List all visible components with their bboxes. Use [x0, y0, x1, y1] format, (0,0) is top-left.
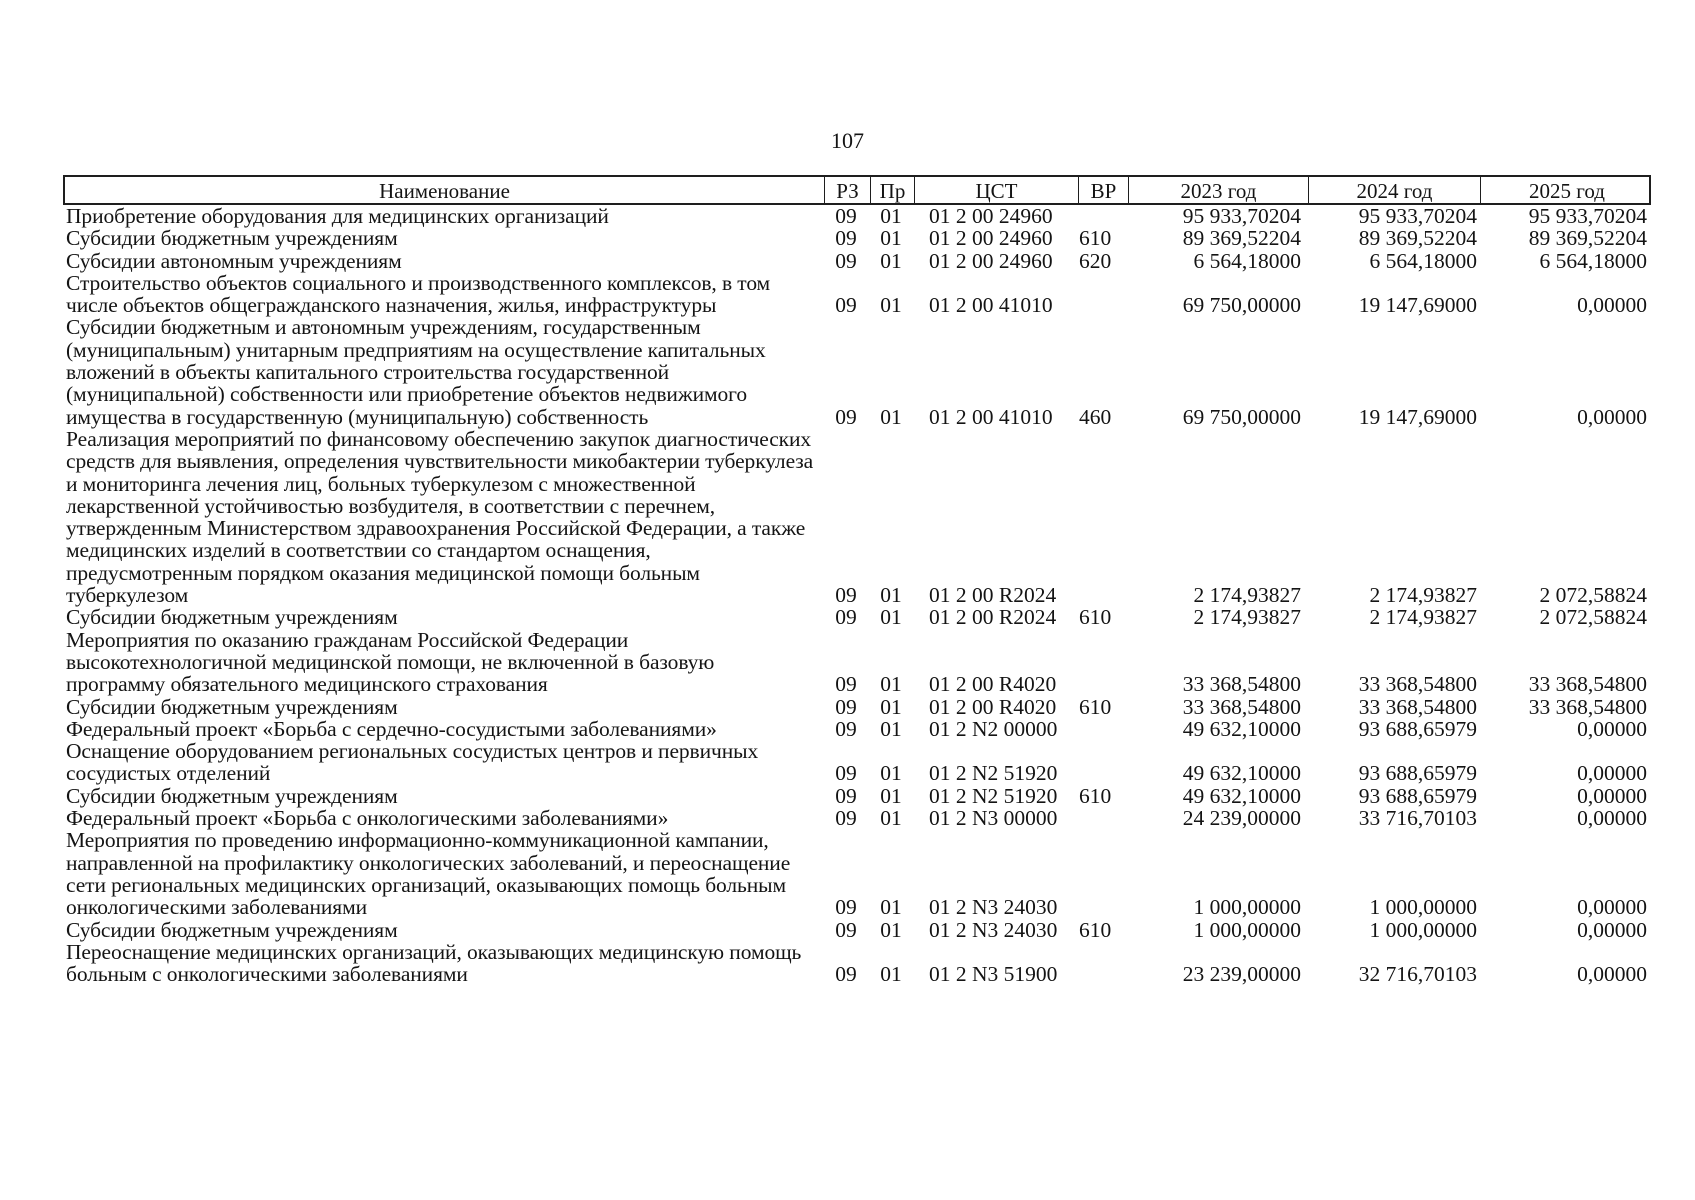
row-pr: 01: [880, 404, 902, 429]
row-2024: 93 688,65979: [1358, 716, 1477, 741]
page-number: 107: [831, 128, 864, 153]
row-2024: 1 000,00000: [1369, 917, 1477, 942]
row-2024: 93 688,65979: [1358, 783, 1477, 808]
row-pr: 01: [880, 248, 902, 273]
row-cst: 01 2 00 24960: [929, 204, 1053, 228]
row-name: Субсидии бюджетным учреждениям: [66, 226, 398, 251]
row-rz: 09: [835, 783, 857, 808]
row-pr: 01: [880, 917, 902, 942]
row-name: Субсидии бюджетным учреждениям: [66, 783, 398, 808]
row-cst: 01 2 N2 00000: [929, 716, 1058, 741]
row-name: Субсидии бюджетным и автономным учреждениям, государственным (муниципальным) унитарным предприятиям на осуществление капитальных вложений в объекты капитального строительства государственной (муниципальной) собственности или приобретение объектов недвижимого имущества в государственную (муниципальную) собственность: [66, 315, 766, 429]
row-cst: 01 2 N2 51920: [929, 783, 1058, 808]
row-rz: 09: [835, 962, 857, 987]
row-2023: 49 632,10000: [1182, 716, 1301, 741]
row-pr: 01: [880, 783, 902, 808]
row-name: Мероприятия по проведению информационно-коммуникационной кампании, направленной на профилактику онкологических заболеваний, и переоснащение сети региональных медицинских организаций, оказывающих помощь больным онкологическими заболеваниями: [66, 828, 791, 920]
row-cst: 01 2 00 R2024: [929, 583, 1057, 608]
row-2023: 1 000,00000: [1193, 895, 1301, 920]
row-cst: 01 2 00 R4020: [929, 672, 1057, 697]
table-row: [63, 428, 1651, 606]
row-vr: 610: [1079, 226, 1112, 251]
row-2025: 6 564,18000: [1539, 248, 1647, 273]
row-name: Переоснащение медицинских организаций, оказывающих медицинскую помощь больным с онкологическими заболеваниями: [66, 939, 802, 987]
table-row: [63, 316, 1651, 427]
row-name: Субсидии бюджетным учреждениям: [66, 917, 398, 942]
table-row: [63, 718, 1651, 740]
header-pr: Пр: [871, 177, 915, 203]
row-2025: 0,00000: [1577, 761, 1647, 786]
row-2024: 2 174,93827: [1369, 605, 1477, 630]
table-row: [63, 807, 1651, 829]
row-rz: 09: [835, 226, 857, 251]
row-name: Реализация мероприятий по финансовому обеспечению закупок диагностических средств для выявления, определения чувствительности микобактерии туберкулеза и мониторинга лечения лиц, больных туберкулезом с множественной лекарственной устойчивостью возбудителя, в соответствии с перечнем, утвержденным Министерством здравоохранения Российской Федерации, а также медицинских изделий в соответствии со стандартом оснащения, предусмотренным порядком оказания медицинской помощи больным туберкулезом: [66, 426, 814, 608]
row-pr: 01: [880, 583, 902, 608]
row-2024: 95 933,70204: [1358, 204, 1477, 228]
row-pr: 01: [880, 694, 902, 719]
row-2025: 2 072,58824: [1539, 605, 1647, 630]
row-rz: 09: [835, 895, 857, 920]
table-row: [63, 272, 1651, 317]
row-pr: 01: [880, 226, 902, 251]
row-2023: 2 174,93827: [1193, 605, 1301, 630]
row-rz: 09: [835, 672, 857, 697]
row-rz: 09: [835, 806, 857, 831]
row-2025: 0,00000: [1577, 783, 1647, 808]
row-2025: 0,00000: [1577, 293, 1647, 318]
row-2023: 23 239,00000: [1182, 962, 1301, 987]
row-name: Федеральный проект «Борьба с онкологическими заболеваниями»: [66, 806, 669, 831]
row-cst: 01 2 00 24960: [929, 248, 1053, 273]
row-2023: 69 750,00000: [1182, 293, 1301, 318]
row-rz: 09: [835, 583, 857, 608]
row-vr: 610: [1079, 783, 1112, 808]
row-2024: 32 716,70103: [1358, 962, 1477, 987]
row-2024: 6 564,18000: [1369, 248, 1477, 273]
row-name: Федеральный проект «Борьба с сердечно-сосудистыми заболеваниями»: [66, 716, 717, 741]
table-row: [63, 629, 1651, 696]
header-2024: 2024 год: [1309, 177, 1481, 203]
row-pr: 01: [880, 605, 902, 630]
table-body: [63, 205, 1651, 985]
row-2023: 49 632,10000: [1182, 783, 1301, 808]
row-pr: 01: [880, 293, 902, 318]
row-2023: 24 239,00000: [1182, 806, 1301, 831]
row-2024: 93 688,65979: [1358, 761, 1477, 786]
table-row: [63, 696, 1651, 718]
row-name: Строительство объектов социального и производственного комплексов, в том числе объектов общегражданского назначения, жилья, инфраструктуры: [66, 270, 771, 318]
table-row: [63, 829, 1651, 918]
row-2024: 2 174,93827: [1369, 583, 1477, 608]
row-rz: 09: [835, 204, 857, 228]
table-row: [63, 606, 1651, 628]
row-vr: 460: [1079, 404, 1112, 429]
header-vr: ВР: [1079, 177, 1129, 203]
row-2025: 33 368,54800: [1528, 694, 1647, 719]
row-2023: 33 368,54800: [1182, 672, 1301, 697]
row-name: Приобретение оборудования для медицинских организаций: [66, 204, 609, 228]
row-rz: 09: [835, 761, 857, 786]
row-pr: 01: [880, 716, 902, 741]
row-2024: 19 147,69000: [1358, 404, 1477, 429]
row-cst: 01 2 N3 24030: [929, 895, 1058, 920]
row-2024: 19 147,69000: [1358, 293, 1477, 318]
row-pr: 01: [880, 761, 902, 786]
row-name: Субсидии бюджетным учреждениям: [66, 605, 398, 630]
row-rz: 09: [835, 293, 857, 318]
row-2025: 0,00000: [1577, 962, 1647, 987]
row-2024: 33 368,54800: [1358, 694, 1477, 719]
row-vr: 610: [1079, 917, 1112, 942]
row-cst: 01 2 00 R4020: [929, 694, 1057, 719]
table-row: [63, 941, 1651, 986]
table-row: [63, 205, 1651, 227]
row-cst: 01 2 N2 51920: [929, 761, 1058, 786]
row-pr: 01: [880, 672, 902, 697]
row-pr: 01: [880, 895, 902, 920]
table-header: [63, 175, 1651, 205]
row-2023: 95 933,70204: [1182, 204, 1301, 228]
row-2023: 49 632,10000: [1182, 761, 1301, 786]
row-2025: 0,00000: [1577, 404, 1647, 429]
row-cst: 01 2 N3 24030: [929, 917, 1058, 942]
row-2023: 2 174,93827: [1193, 583, 1301, 608]
row-rz: 09: [835, 716, 857, 741]
row-cst: 01 2 N3 51900: [929, 962, 1058, 987]
row-rz: 09: [835, 605, 857, 630]
row-2025: 89 369,52204: [1528, 226, 1647, 251]
row-pr: 01: [880, 962, 902, 987]
row-2024: 33 716,70103: [1358, 806, 1477, 831]
row-2023: 6 564,18000: [1193, 248, 1301, 273]
table-row: [63, 227, 1651, 249]
row-2025: 0,00000: [1577, 895, 1647, 920]
row-cst: 01 2 N3 00000: [929, 806, 1058, 831]
table-row: [63, 919, 1651, 941]
row-2024: 89 369,52204: [1358, 226, 1477, 251]
budget-table: [63, 175, 1651, 985]
row-name: Субсидии автономным учреждениям: [66, 248, 402, 273]
row-2025: 95 933,70204: [1528, 204, 1647, 228]
row-2023: 1 000,00000: [1193, 917, 1301, 942]
header-2023: 2023 год: [1129, 177, 1309, 203]
row-2023: 69 750,00000: [1182, 404, 1301, 429]
row-pr: 01: [880, 806, 902, 831]
row-rz: 09: [835, 694, 857, 719]
row-2023: 33 368,54800: [1182, 694, 1301, 719]
row-cst: 01 2 00 41010: [929, 293, 1053, 318]
row-2025: 0,00000: [1577, 806, 1647, 831]
table-row: [63, 785, 1651, 807]
row-vr: 610: [1079, 605, 1112, 630]
header-name: Наименование: [65, 177, 825, 203]
row-2025: 0,00000: [1577, 917, 1647, 942]
row-rz: 09: [835, 404, 857, 429]
row-2023: 89 369,52204: [1182, 226, 1301, 251]
row-2024: 33 368,54800: [1358, 672, 1477, 697]
row-vr: 620: [1079, 248, 1112, 273]
row-2024: 1 000,00000: [1369, 895, 1477, 920]
row-2025: 33 368,54800: [1528, 672, 1647, 697]
row-rz: 09: [835, 917, 857, 942]
row-name: Субсидии бюджетным учреждениям: [66, 694, 398, 719]
row-cst: 01 2 00 24960: [929, 226, 1053, 251]
header-cst: ЦСТ: [915, 177, 1079, 203]
row-name: Оснащение оборудованием региональных сосудистых центров и первичных сосудистых отделений: [66, 739, 759, 786]
header-2025: 2025 год: [1529, 179, 1605, 203]
row-2025: 2 072,58824: [1539, 583, 1647, 608]
row-2025: 0,00000: [1577, 716, 1647, 741]
row-cst: 01 2 00 41010: [929, 404, 1053, 429]
header-rz: РЗ: [825, 177, 871, 203]
row-pr: 01: [880, 204, 902, 228]
table-row: [63, 740, 1651, 785]
row-vr: 610: [1079, 694, 1112, 719]
row-name: Мероприятия по оказанию гражданам Российской Федерации высокотехнологичной медицинской помощи, не включенной в базовую программу обязательного медицинского страхования: [66, 627, 715, 697]
row-rz: 09: [835, 248, 857, 273]
row-cst: 01 2 00 R2024: [929, 605, 1057, 630]
table-row: [63, 250, 1651, 272]
